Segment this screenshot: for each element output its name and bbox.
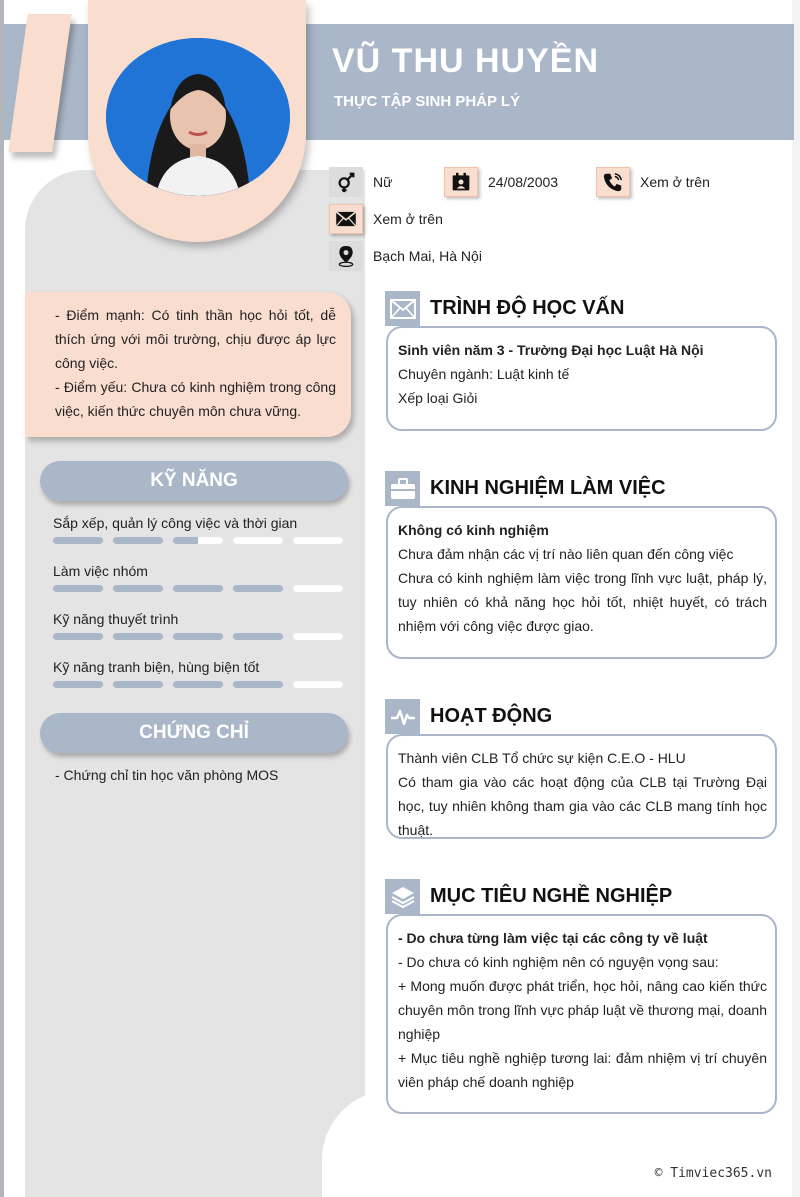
skill-label: Kỹ năng thuyết trình [53, 611, 179, 627]
weaknesses-text: - Điểm yếu: Chưa có kinh nghiệm trong công việc, kiến thức chuyên môn chưa vững. [55, 379, 336, 419]
skill-label: Làm việc nhóm [53, 563, 148, 579]
skill-level-bar [233, 681, 283, 688]
skill-level-bar [293, 585, 343, 592]
skill-level-bar [293, 681, 343, 688]
skill-level-bar [113, 681, 163, 688]
experience-detail: Chưa có kinh nghiệm làm việc trong lĩnh vực luật, pháp lý, tuy nhiên có khả năng học hỏi tốt, nhiệt huyết, có trách nhiệm với công việc được giao. [398, 570, 767, 634]
skill-bars [53, 585, 343, 592]
objective-line: + Mục tiêu nghề nghiệp tương lai: đảm nhiệm vị trí chuyên viên pháp chế doanh nghiệp [398, 1050, 767, 1090]
address-value: Bạch Mai, Hà Nội [373, 248, 482, 264]
profile-photo [106, 38, 290, 196]
skill-level-bar [113, 537, 163, 544]
strengths-text: - Điểm mạnh: Có tinh thần học hỏi tốt, dễ thích ứng với môi trường, chịu được áp lực công việc. [55, 307, 336, 371]
skill-level-bar [173, 585, 223, 592]
certificates-heading: CHỨNG CHỈ [40, 713, 348, 753]
activities-title: HOẠT ĐỘNG [430, 705, 553, 727]
skill-item [53, 611, 343, 640]
contact-gender [329, 167, 392, 197]
skill-level-bar [293, 537, 343, 544]
contact-dob [444, 167, 558, 197]
profile-role: THỰC TẬP SINH PHÁP LÝ [334, 93, 521, 110]
contact-email [329, 204, 443, 234]
education-major: Chuyên ngành: Luật kinh tế [398, 366, 570, 382]
skill-level-bar [53, 681, 103, 688]
skill-item [53, 659, 343, 688]
pulse-icon [385, 699, 420, 734]
objective-line: - Do chưa từng làm việc tại các công ty về luật [398, 930, 708, 946]
calendar-icon [444, 167, 478, 197]
objective-line: - Do chưa có kinh nghiệm nên có nguyện vọng sau: [398, 954, 719, 970]
gender-icon [329, 167, 363, 197]
skills-heading: KỸ NĂNG [40, 461, 348, 501]
experience-box [386, 506, 777, 659]
education-grade: Xếp loại Giỏi [398, 390, 478, 406]
experience-headline: Không có kinh nghiệm [398, 522, 549, 538]
skill-item [53, 563, 343, 592]
skill-level-bar [53, 537, 103, 544]
skill-level-bar [233, 537, 283, 544]
experience-title: KINH NGHIỆM LÀM VIỆC [430, 477, 666, 499]
skill-bars [53, 633, 343, 640]
gender-value: Nữ [373, 174, 393, 190]
footer-copyright: © Timviec365.vn [654, 1166, 772, 1181]
activities-club: Thành viên CLB Tổ chức sự kiện C.E.O - HLU [398, 750, 686, 766]
skill-label: Sắp xếp, quản lý công việc và thời gian [53, 515, 298, 531]
experience-line: Chưa đảm nhận các vị trí nào liên quan đến công việc [398, 546, 734, 562]
layers-icon [385, 879, 420, 914]
contact-phone [596, 167, 710, 197]
email-value: Xem ở trên [373, 211, 443, 227]
education-title: TRÌNH ĐỘ HỌC VẤN [430, 297, 625, 319]
skill-level-bar [233, 585, 283, 592]
objective-title: MỤC TIÊU NGHỀ NGHIỆP [430, 885, 673, 907]
phone-value: Xem ở trên [640, 174, 710, 190]
skill-level-bar [233, 633, 283, 640]
skill-level-bar [293, 633, 343, 640]
phone-icon [596, 167, 630, 197]
activities-detail: Có tham gia vào các hoạt động của CLB tại Trường Đại học, tuy nhiên không tham gia vào các CLB mang tính học thuật. [398, 774, 767, 838]
skill-label: Kỹ năng tranh biện, hùng biện tốt [53, 659, 260, 675]
certificate-item: - Chứng chỉ tin học văn phòng MOS [55, 767, 279, 783]
contact-address [329, 241, 482, 271]
profile-name: VŨ THU HUYỀN [332, 42, 600, 80]
location-pin-icon [329, 241, 363, 271]
skill-bars [53, 681, 343, 688]
right-border [792, 0, 800, 1197]
activities-box [386, 734, 777, 839]
left-border [0, 0, 4, 1197]
email-icon [329, 204, 363, 234]
summary-box [25, 292, 351, 437]
objective-line: + Mong muốn được phát triển, học hỏi, nâng cao kiến thức chuyên môn trong lĩnh vực pháp luật về thương mại, doanh nghiệp [398, 978, 767, 1042]
dob-value: 24/08/2003 [488, 174, 559, 190]
briefcase-icon [385, 471, 420, 506]
skill-level-bar [173, 537, 223, 544]
skill-level-bar [173, 633, 223, 640]
skill-level-bar [173, 681, 223, 688]
skill-level-bar [53, 585, 103, 592]
mail-icon [385, 291, 420, 326]
education-school: Sinh viên năm 3 - Trường Đại học Luật Hà Nội [398, 342, 704, 358]
skill-item [53, 515, 343, 544]
skill-bars [53, 537, 343, 544]
objective-box [386, 914, 777, 1114]
education-box [386, 326, 777, 431]
skill-level-bar [53, 633, 103, 640]
skill-level-bar [113, 633, 163, 640]
skill-level-bar [113, 585, 163, 592]
